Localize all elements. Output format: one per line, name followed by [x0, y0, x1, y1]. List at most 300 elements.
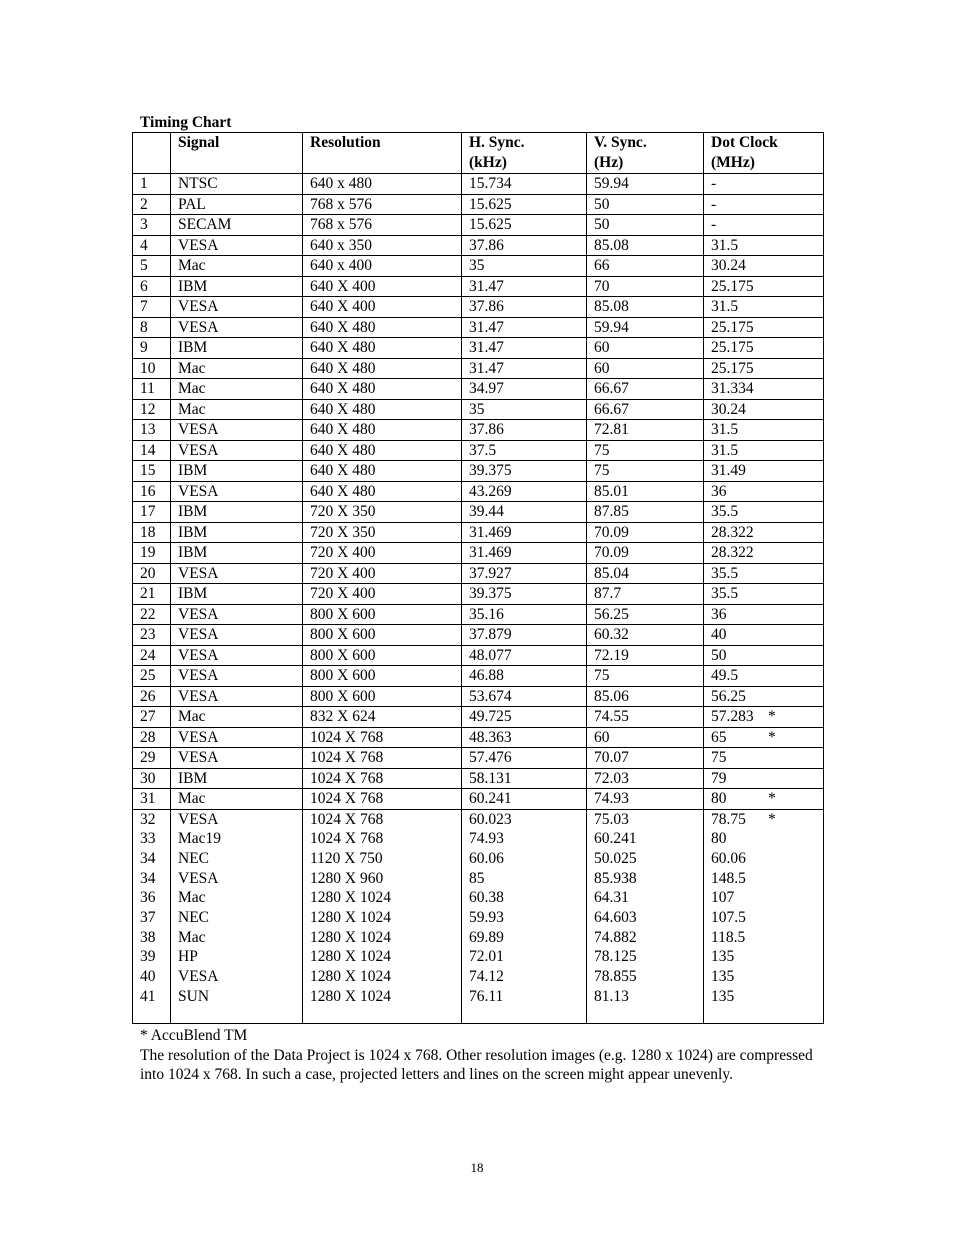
cell-signal-text: IBM [178, 462, 208, 479]
block-line-v [594, 849, 703, 869]
cell-v [587, 666, 704, 687]
block-line-signal-text: SUN [178, 987, 210, 1005]
cell-signal [171, 707, 303, 728]
cell-signal [171, 358, 303, 379]
cell-num-text: 13 [140, 421, 156, 438]
cell-h [462, 748, 587, 769]
accublend-marker: * [768, 790, 776, 807]
cell-dot [704, 276, 824, 297]
cell-res [303, 789, 462, 810]
cell-h [462, 502, 587, 523]
cell-res-text: 1024 X 768 [310, 728, 384, 746]
block-cell-h [462, 809, 587, 1023]
timing-chart-table [132, 132, 824, 1024]
cell-v [587, 461, 704, 482]
cell-h [462, 174, 587, 195]
cell-res-text: 640 X 480 [310, 318, 376, 336]
cell-h-text: 15.734 [469, 175, 512, 192]
cell-num [133, 768, 171, 789]
cell-res [303, 707, 462, 728]
cell-v [587, 399, 704, 420]
cell-dot [704, 317, 824, 338]
cell-h-text: 37.86 [469, 236, 504, 254]
cell-num-text: 25 [140, 667, 156, 684]
cell-num-text: 26 [140, 687, 156, 705]
block-line-v-text: 64.603 [594, 908, 637, 926]
cell-signal-text: NTSC [178, 175, 218, 192]
cell-num [133, 502, 171, 523]
cell-res [303, 686, 462, 707]
cell-res [303, 604, 462, 625]
block-line-signal-text: Mac19 [178, 830, 222, 848]
cell-num [133, 748, 171, 769]
cell-dot-text: 30.24 [711, 400, 746, 418]
cell-v [587, 707, 704, 728]
cell-signal-text: IBM [178, 544, 208, 561]
table-row [133, 358, 824, 379]
cell-h-text: 53.674 [469, 687, 512, 705]
cell-num [133, 440, 171, 461]
block-line-dot [711, 869, 823, 889]
cell-num [133, 420, 171, 441]
block-line-res-text: 1280 X 1024 [310, 889, 391, 907]
cell-signal [171, 215, 303, 236]
cell-dot-text: 75 [711, 749, 727, 766]
cell-num-text: 16 [140, 482, 156, 500]
cell-dot [704, 235, 824, 256]
cell-v-text: 87.7 [594, 585, 622, 602]
block-line-v [594, 928, 703, 948]
cell-v-text: 87.85 [594, 503, 629, 520]
cell-signal [171, 666, 303, 687]
header-signal: Signal [171, 133, 303, 174]
block-line-v [594, 967, 703, 987]
block-line-res [310, 869, 461, 889]
block-line-v-text: 85.938 [594, 869, 637, 887]
cell-signal [171, 502, 303, 523]
block-line-num-text: 40 [140, 968, 156, 985]
cell-signal [171, 522, 303, 543]
block-line-res [310, 810, 461, 830]
table-row [133, 666, 824, 687]
cell-num-text: 21 [140, 585, 156, 602]
block-line-dot [711, 888, 823, 908]
cell-num-text: 22 [140, 605, 156, 623]
cell-h-text: 48.363 [469, 728, 512, 746]
cell-num-text: 12 [140, 400, 156, 418]
footnote-block [140, 1026, 820, 1085]
cell-v-text: 59.94 [594, 318, 629, 336]
block-line-v-text: 64.31 [594, 889, 629, 907]
cell-signal [171, 256, 303, 277]
table-row [133, 317, 824, 338]
cell-num [133, 235, 171, 256]
cell-v-text: 70.07 [594, 749, 629, 766]
header-resolution: Resolution [303, 133, 462, 174]
header-vsync-unit: (Hz) [594, 153, 624, 171]
cell-signal-text: IBM [178, 523, 208, 541]
cell-h-text: 35.16 [469, 605, 504, 623]
block-line-num-text: 32 [140, 810, 156, 828]
cell-dot [704, 768, 824, 789]
cell-v [587, 502, 704, 523]
cell-num [133, 461, 171, 482]
cell-num [133, 358, 171, 379]
cell-h-text: 15.625 [469, 216, 512, 233]
cell-res-text: 640 x 350 [310, 236, 372, 254]
block-line-signal [178, 810, 302, 830]
cell-signal [171, 420, 303, 441]
cell-signal [171, 461, 303, 482]
block-line-h [469, 888, 586, 908]
block-line-signal [178, 928, 302, 948]
block-line-v [594, 810, 703, 830]
cell-signal-text: IBM [178, 585, 208, 602]
header-row [133, 133, 824, 174]
cell-signal [171, 297, 303, 318]
block-line-res [310, 987, 461, 1007]
block-line-dot-text: 135 [711, 987, 735, 1005]
cell-h-text: 31.47 [469, 359, 504, 377]
cell-v [587, 584, 704, 605]
block-line-signal-text: VESA [178, 968, 219, 985]
cell-signal [171, 686, 303, 707]
cell-num [133, 276, 171, 297]
cell-dot-text: 36 [711, 482, 727, 500]
table-row [133, 297, 824, 318]
cell-dot [704, 727, 824, 748]
block-line-v-text: 74.882 [594, 928, 637, 946]
cell-signal-text: VESA [178, 728, 219, 746]
header-vsync-label: V. Sync. [594, 134, 647, 151]
cell-res [303, 543, 462, 564]
block-line-dot [711, 987, 823, 1007]
cell-dot [704, 256, 824, 277]
cell-signal-text: VESA [178, 236, 219, 254]
cell-dot [704, 686, 824, 707]
cell-res-text: 800 X 600 [310, 605, 376, 623]
cell-num-text: 15 [140, 462, 156, 479]
cell-h-text: 57.476 [469, 749, 512, 766]
cell-res [303, 358, 462, 379]
block-line-h-text: 72.01 [469, 948, 504, 966]
block-line-signal [178, 888, 302, 908]
cell-signal [171, 727, 303, 748]
cell-dot-text: 50 [711, 646, 727, 664]
cell-res [303, 481, 462, 502]
block-line-h-text: 74.93 [469, 830, 504, 848]
block-line-v-text: 78.855 [594, 968, 637, 985]
cell-h-text: 39.375 [469, 462, 512, 479]
accublend-marker: * [768, 708, 776, 725]
cell-signal-text: SECAM [178, 216, 232, 233]
block-line-num [140, 829, 170, 849]
cell-res [303, 276, 462, 297]
block-line-signal [178, 869, 302, 889]
block-line-num [140, 810, 170, 830]
block-line-dot-text: 148.5 [711, 869, 746, 887]
cell-res [303, 440, 462, 461]
cell-dot-text: 28.322 [711, 544, 754, 561]
cell-res [303, 666, 462, 687]
cell-res-text: 720 X 400 [310, 564, 376, 582]
block-line-num [140, 849, 170, 869]
cell-v [587, 481, 704, 502]
cell-signal-text: VESA [178, 646, 219, 664]
cell-dot-text: 80 [711, 790, 727, 807]
cell-v [587, 543, 704, 564]
cell-res [303, 584, 462, 605]
cell-v-text: 75 [594, 462, 610, 479]
cell-dot-text: 65 [711, 728, 727, 746]
block-line-dot [711, 947, 823, 967]
cell-res [303, 420, 462, 441]
cell-v [587, 686, 704, 707]
cell-v-text: 85.08 [594, 298, 629, 315]
cell-res-text: 640 X 480 [310, 339, 376, 356]
cell-num [133, 584, 171, 605]
cell-res-text: 800 X 600 [310, 667, 376, 684]
cell-dot [704, 584, 824, 605]
cell-res [303, 174, 462, 195]
cell-dot [704, 666, 824, 687]
cell-res [303, 194, 462, 215]
table-row [133, 481, 824, 502]
cell-num-text: 1 [140, 175, 148, 192]
cell-num [133, 707, 171, 728]
cell-dot-text: 56.25 [711, 687, 746, 705]
cell-num-text: 18 [140, 523, 156, 541]
cell-res-text: 1024 X 768 [310, 749, 384, 766]
cell-num-text: 27 [140, 708, 156, 725]
cell-v [587, 194, 704, 215]
table-row [133, 276, 824, 297]
cell-dot [704, 645, 824, 666]
block-line-num-text: 34 [140, 869, 156, 887]
block-line-v-text: 60.241 [594, 830, 637, 848]
cell-v-text: 70.09 [594, 523, 629, 541]
cell-signal-text: VESA [178, 564, 219, 582]
block-cell-signal [171, 809, 303, 1023]
cell-signal-text: VESA [178, 749, 219, 766]
cell-h [462, 604, 587, 625]
cell-h [462, 338, 587, 359]
cell-v [587, 748, 704, 769]
cell-signal [171, 563, 303, 584]
block-line-h-text: 59.93 [469, 908, 504, 926]
cell-v-text: 66.67 [594, 400, 629, 418]
cell-res [303, 235, 462, 256]
table-row [133, 563, 824, 584]
table-row [133, 461, 824, 482]
table-row [133, 379, 824, 400]
cell-res-text: 640 X 480 [310, 421, 376, 438]
cell-h [462, 194, 587, 215]
block-line-res-text: 1120 X 750 [310, 849, 383, 867]
cell-num-text: 3 [140, 216, 148, 233]
block-line-h-text: 74.12 [469, 968, 504, 985]
block-line-signal-text: VESA [178, 810, 219, 828]
cell-h [462, 235, 587, 256]
cell-dot [704, 748, 824, 769]
cell-res-text: 720 X 350 [310, 523, 376, 541]
cell-signal-text: IBM [178, 769, 208, 787]
cell-res-text: 800 X 600 [310, 687, 376, 705]
block-line-signal-text: VESA [178, 869, 219, 887]
cell-h-text: 37.86 [469, 421, 504, 438]
cell-num [133, 399, 171, 420]
header-num [133, 133, 171, 174]
cell-h-text: 46.88 [469, 667, 504, 684]
cell-v-text: 75 [594, 441, 610, 459]
cell-signal-text: VESA [178, 298, 219, 315]
cell-num-text: 17 [140, 503, 156, 520]
cell-num-text: 23 [140, 626, 156, 643]
cell-res-text: 640 X 480 [310, 441, 376, 459]
cell-v [587, 420, 704, 441]
block-line-res [310, 967, 461, 987]
cell-num-text: 6 [140, 277, 148, 295]
cell-dot [704, 399, 824, 420]
cell-num [133, 645, 171, 666]
block-line-h [469, 869, 586, 889]
block-line-dot [711, 849, 823, 869]
cell-v [587, 174, 704, 195]
cell-res-text: 832 X 624 [310, 708, 376, 725]
cell-h-text: 48.077 [469, 646, 512, 664]
cell-num [133, 297, 171, 318]
cell-h [462, 686, 587, 707]
cell-dot [704, 358, 824, 379]
cell-res-text: 800 X 600 [310, 646, 376, 664]
cell-v-text: 85.04 [594, 564, 629, 582]
cell-res [303, 748, 462, 769]
block-line-v-text: 81.13 [594, 987, 629, 1005]
block-line-res [310, 928, 461, 948]
cell-num [133, 522, 171, 543]
block-line-signal [178, 849, 302, 869]
block-line-dot [711, 967, 823, 987]
block-cell-v [587, 809, 704, 1023]
cell-res-text: 640 X 480 [310, 359, 376, 377]
cell-v-text: 66 [594, 257, 610, 274]
block-line-dot-text: 135 [711, 968, 735, 985]
cell-dot [704, 502, 824, 523]
cell-dot [704, 338, 824, 359]
cell-v [587, 645, 704, 666]
cell-dot [704, 420, 824, 441]
block-line-signal-text: Mac [178, 889, 206, 907]
table-row [133, 174, 824, 195]
table-row [133, 748, 824, 769]
block-line-res [310, 849, 461, 869]
page-number: 18 [470, 1160, 484, 1175]
block-line-num [140, 928, 170, 948]
block-line-res-text: 1280 X 1024 [310, 948, 391, 966]
cell-signal [171, 338, 303, 359]
block-line-num [140, 947, 170, 967]
cell-num-text: 31 [140, 790, 156, 807]
block-line-res-text: 1280 X 960 [310, 869, 384, 887]
cell-res-text: 768 x 576 [310, 195, 372, 213]
cell-dot-text: 35.5 [711, 503, 739, 520]
cell-v-text: 59.94 [594, 175, 629, 192]
cell-dot-text: - [711, 195, 717, 213]
cell-h-text: 31.47 [469, 339, 504, 356]
block-line-v [594, 908, 703, 928]
cell-v-text: 72.03 [594, 769, 629, 787]
cell-res-text: 800 X 600 [310, 626, 376, 643]
cell-res [303, 768, 462, 789]
block-line-num [140, 908, 170, 928]
block-line-signal [178, 967, 302, 987]
cell-v [587, 768, 704, 789]
cell-v [587, 256, 704, 277]
block-line-num [140, 967, 170, 987]
cell-num-text: 9 [140, 339, 148, 356]
cell-signal [171, 194, 303, 215]
block-line-signal [178, 987, 302, 1007]
block-line-h [469, 967, 586, 987]
block-line-dot-text: 107 [711, 889, 735, 907]
cell-num [133, 686, 171, 707]
table-row [133, 399, 824, 420]
cell-signal-text: IBM [178, 339, 208, 356]
block-line-dot [711, 928, 823, 948]
table-row [133, 543, 824, 564]
cell-v-text: 66.67 [594, 380, 629, 397]
cell-dot-text: 31.5 [711, 421, 739, 438]
cell-res-text: 720 X 400 [310, 585, 376, 602]
cell-dot [704, 297, 824, 318]
cell-signal-text: VESA [178, 605, 219, 623]
cell-v [587, 440, 704, 461]
header-dot-clock-unit: (MHz) [711, 153, 755, 171]
cell-dot [704, 481, 824, 502]
cell-signal [171, 645, 303, 666]
table-row [133, 625, 824, 646]
table-row-block [133, 809, 824, 1023]
cell-h [462, 420, 587, 441]
cell-signal-text: PAL [178, 195, 206, 213]
block-line-dot [711, 908, 823, 928]
block-line-dot-text: 107.5 [711, 908, 746, 926]
cell-dot [704, 563, 824, 584]
cell-h-text: 37.86 [469, 298, 504, 315]
cell-num-text: 2 [140, 195, 148, 213]
cell-v [587, 235, 704, 256]
cell-num [133, 256, 171, 277]
cell-num [133, 317, 171, 338]
cell-num-text: 14 [140, 441, 156, 459]
cell-signal [171, 276, 303, 297]
cell-signal-text: VESA [178, 421, 219, 438]
block-line-h [469, 829, 586, 849]
block-line-dot-text: 78.75 [711, 810, 746, 828]
cell-signal-text: VESA [178, 441, 219, 459]
block-line-h-text: 85 [469, 869, 485, 887]
cell-res-text: 640 x 400 [310, 257, 372, 274]
cell-v-text: 50 [594, 216, 610, 233]
cell-signal-text: Mac [178, 400, 206, 418]
block-line-res-text: 1280 X 1024 [310, 908, 391, 926]
cell-res-text: 640 X 400 [310, 277, 376, 295]
block-line-dot [711, 810, 823, 830]
cell-dot-text: - [711, 175, 717, 192]
cell-res [303, 645, 462, 666]
cell-dot [704, 461, 824, 482]
cell-signal [171, 481, 303, 502]
